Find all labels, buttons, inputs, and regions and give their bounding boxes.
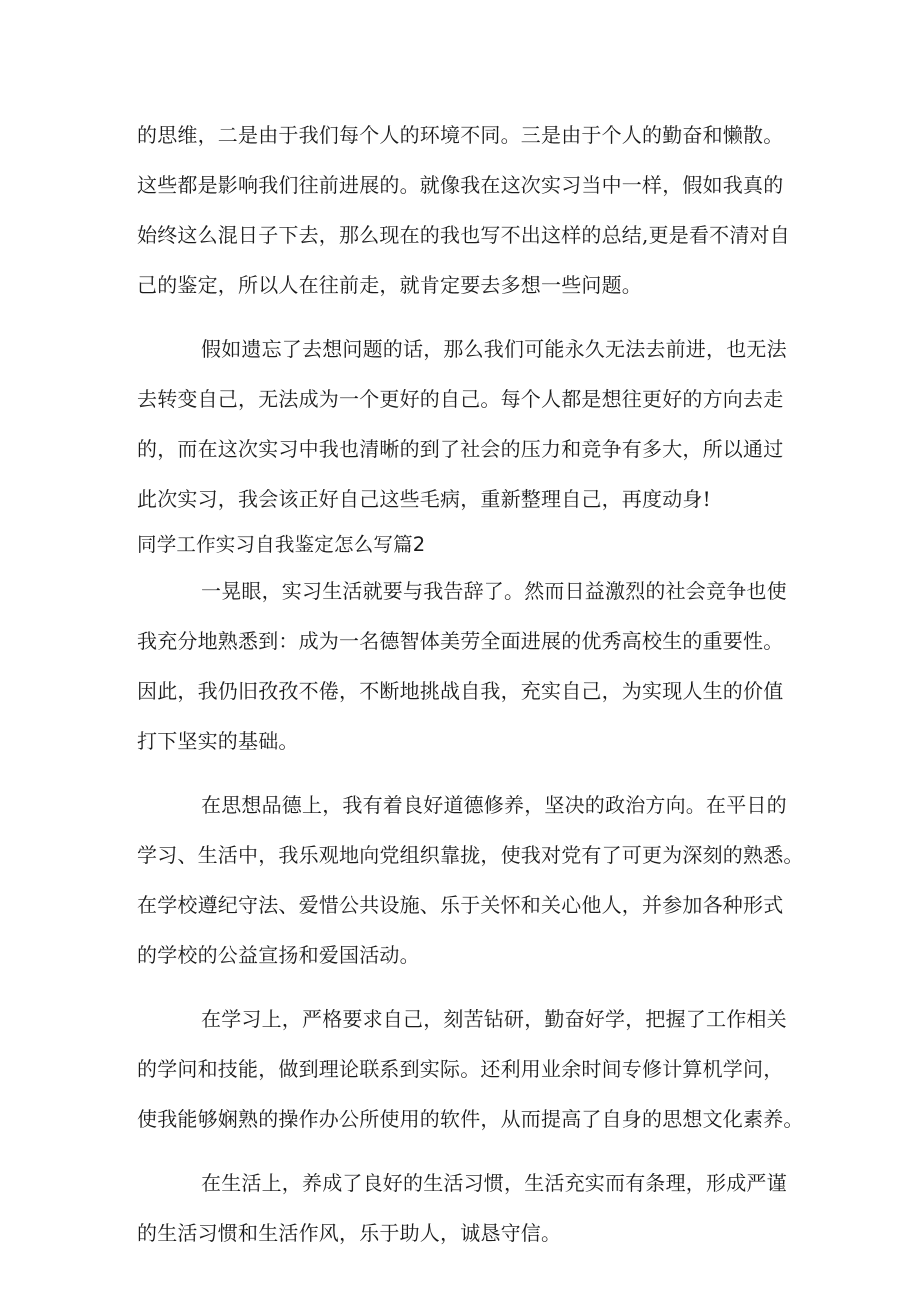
text-line: 在思想品德上，我有着良好道德修养，坚决的政治方向。在平日的 bbox=[201, 793, 787, 817]
text-line: 的学问和技能，做到理论联系到实际。还利用业余时间专修计算机学问， bbox=[137, 1057, 784, 1081]
text-line: 打下坚实的基础。 bbox=[137, 729, 299, 753]
text-line: 的思维，二是由于我们每个人的环境不同。三是由于个人的勤奋和懒散。 bbox=[137, 123, 784, 147]
text-line: 的学校的公益宣扬和爱国活动。 bbox=[137, 943, 420, 967]
section-heading: 同学工作实习自我鉴定怎么写篇2 bbox=[137, 533, 426, 556]
paragraph-2 bbox=[137, 324, 802, 524]
text-line: 此次实习，我会该正好自己这些毛病，重新整理自己，再度动身! bbox=[137, 487, 711, 511]
text-line: 己的鉴定，所以人在往前走，就肯定要去多想一些问题。 bbox=[137, 273, 642, 297]
text-line: 在生活上，养成了良好的生活习惯，生活充实而有条理，形成严谨 bbox=[201, 1171, 787, 1195]
text-line: 学习、生活中，我乐观地向党组织靠拢，使我对党有了可更为深刻的熟悉。 bbox=[137, 843, 804, 867]
paragraph-1 bbox=[137, 110, 802, 310]
text-line: 的，而在这次实习中我也清晰的到了社会的压力和竞争有多大，所以通过 bbox=[137, 437, 784, 461]
document-body bbox=[137, 110, 802, 1258]
text-line: 的生活习惯和生活作风，乐于助人，诚恳守信。 bbox=[137, 1221, 562, 1245]
text-line: 这些都是影响我们往前进展的。就像我在这次实习当中一样，假如我真的 bbox=[137, 173, 784, 197]
text-line: 去转变自己，无法成为一个更好的自己。每个人都是想往更好的方向去走 bbox=[137, 387, 784, 411]
paragraph-5 bbox=[137, 994, 802, 1144]
text-line: 使我能够娴熟的操作办公所使用的软件，从而提高了自身的思想文化素养。 bbox=[137, 1107, 804, 1131]
text-line: 始终这么混日子下去，那么现在的我也写不出这样的总结,更是看不清对自 bbox=[137, 223, 790, 247]
text-line: 一晃眼，实习生活就要与我告辞了。然而日益激烈的社会竞争也使 bbox=[201, 579, 787, 603]
text-line: 在学习上，严格要求自己，刻苦钻研，勤奋好学，把握了工作相关 bbox=[201, 1007, 787, 1031]
paragraph-4 bbox=[137, 780, 802, 980]
paragraph-3 bbox=[137, 566, 802, 766]
text-line: 在学校遵纪守法、爱惜公共设施、乐于关怀和关心他人，并参加各种形式 bbox=[137, 893, 784, 917]
text-line: 因此，我仍旧孜孜不倦，不断地挑战自我，充实自己，为实现人生的价值 bbox=[137, 679, 784, 703]
paragraph-6 bbox=[137, 1158, 802, 1258]
text-line: 假如遗忘了去想问题的话，那么我们可能永久无法去前进，也无法 bbox=[201, 337, 787, 361]
text-line: 我充分地熟悉到：成为一名德智体美劳全面进展的优秀高校生的重要性。 bbox=[137, 629, 784, 653]
